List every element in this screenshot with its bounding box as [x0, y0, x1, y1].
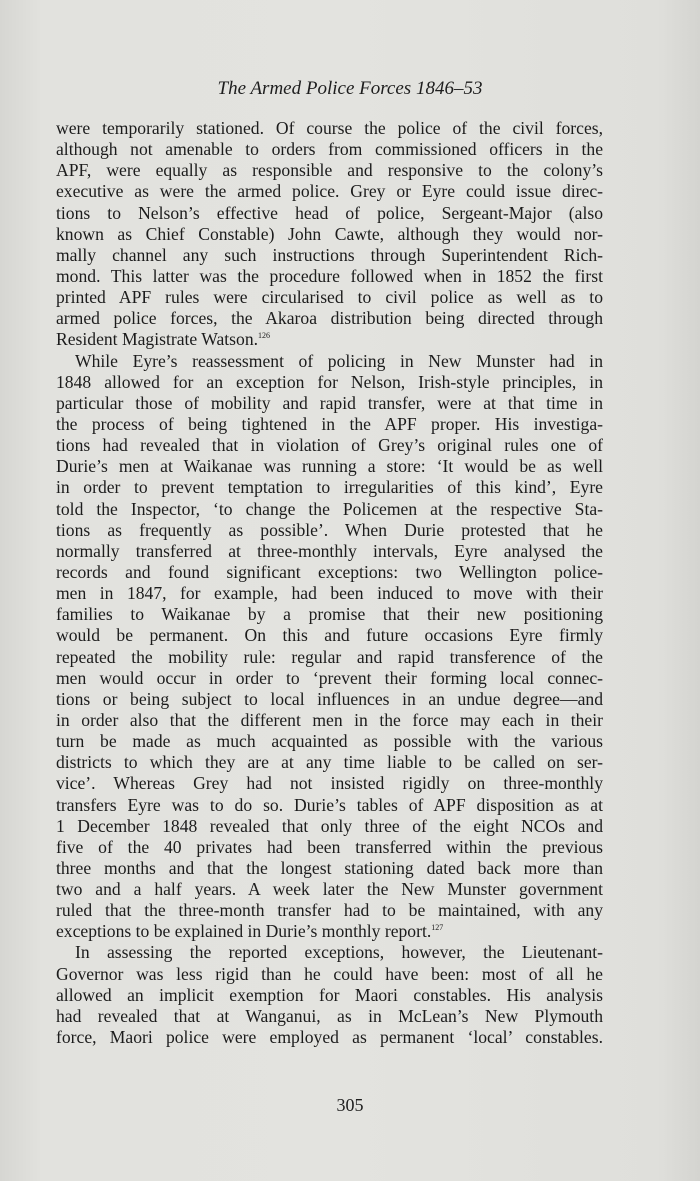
text-line: particular those of mobility and rapid transfer, were at that time in — [56, 392, 603, 413]
text-line: ruled that the three-month transfer had to be maintained, with any — [56, 900, 603, 921]
text-line: had revealed that at Wanganui, as in McLean’s New Plymouth — [56, 1005, 603, 1026]
text-line: men would occur in order to ‘prevent their forming local connec- — [56, 667, 603, 688]
text-line-paragraph-start: While Eyre’s reassessment of policing in New Munster had in — [75, 350, 603, 371]
text-line: although not amenable to orders from commissioned officers in the — [56, 139, 603, 160]
text-line: printed APF rules were circularised to civil police as well as to — [56, 287, 603, 308]
text-line: APF, were equally as responsible and responsive to the colony’s — [56, 160, 603, 181]
text-line: told the Inspector, ‘to change the Policemen at the respective Sta- — [56, 498, 603, 519]
text-line: were temporarily stationed. Of course the police of the civil forces, — [56, 118, 603, 138]
text-line: 1848 allowed for an exception for Nelson, Irish-style principles, in — [56, 371, 603, 392]
text-line-paragraph-start: In assessing the reported exceptions, however, the Lieutenant- — [75, 942, 603, 963]
text-line: executive as were the armed police. Grey or Eyre could issue direc- — [56, 181, 603, 202]
text-line: tions as frequently as possible’. When Durie protested that he — [56, 519, 603, 540]
text-line: Durie’s men at Waikanae was running a store: ‘It would be as well — [56, 456, 603, 477]
running-head: The Armed Police Forces 1846–53 — [217, 78, 483, 99]
text-line-end-paragraph: Resident Magistrate Watson.$^{126}$ — [56, 329, 271, 350]
text-line: 1 December 1848 revealed that only three of the eight NCOs and — [56, 815, 603, 836]
text-line: the process of being tightened in the APF proper. His investiga- — [56, 413, 603, 434]
text-line: mally channel any such instructions through Superintendent Rich- — [56, 244, 603, 265]
text-line: Governor was less rigid than he could have been: most of all he — [56, 963, 603, 984]
text-line: in order to prevent temptation to irregularities of this kind’, Eyre — [56, 477, 603, 498]
text-line: repeated the mobility rule: regular and rapid transference of the — [56, 646, 603, 667]
text-line: families to Waikanae by a promise that their new positioning — [56, 604, 603, 625]
text-line: would be permanent. On this and future occasions Eyre firmly — [56, 625, 603, 646]
page-number: 305 — [336, 1095, 364, 1115]
text-line: allowed an implicit exemption for Maori constables. His analysis — [56, 984, 603, 1005]
text-line: known as Chief Constable) John Cawte, although they would nor- — [56, 223, 603, 244]
text-line: tions to Nelson’s effective head of police, Sergeant-Major (also — [56, 202, 603, 223]
body-text — [56, 118, 603, 1048]
text-line: vice’. Whereas Grey had not insisted rigidly on three-monthly — [56, 773, 603, 794]
text-line: tions or being subject to local influences in an undue degree—and — [56, 688, 603, 709]
text-line: tions had revealed that in violation of Grey’s original rules one of — [56, 435, 603, 456]
text-line: men in 1847, for example, had been induced to move with their — [56, 583, 603, 604]
text-line: three months and that the longest stationing dated back more than — [56, 857, 603, 878]
text-line: districts to which they are at any time liable to be called on ser- — [56, 752, 603, 773]
text-line: two and a half years. A week later the New Munster government — [56, 879, 603, 900]
text-line: five of the 40 privates had been transferred within the previous — [56, 836, 603, 857]
footnote-ref-127: 127 — [431, 923, 444, 933]
text-line: transfers Eyre was to do so. Durie’s tables of APF disposition as at — [56, 794, 603, 815]
text-line-end-paragraph: exceptions to be explained in Durie’s monthly report.$^{127}$ — [56, 921, 444, 942]
text-line: armed police forces, the Akaroa distribution being directed through — [56, 308, 603, 329]
footnote-ref-126: 126 — [258, 331, 271, 341]
text-line: turn be made as much acquainted as possible with the various — [56, 731, 603, 752]
text-line: in order also that the different men in the force may each in their — [56, 709, 603, 730]
text-line: records and found significant exceptions: two Wellington police- — [56, 561, 603, 582]
text-line: normally transferred at three-monthly intervals, Eyre analysed the — [56, 540, 603, 561]
text-line: mond. This latter was the procedure followed when in 1852 the first — [56, 265, 603, 286]
text-line: force, Maori police were employed as permanent ‘local’ constables. — [56, 1027, 603, 1048]
